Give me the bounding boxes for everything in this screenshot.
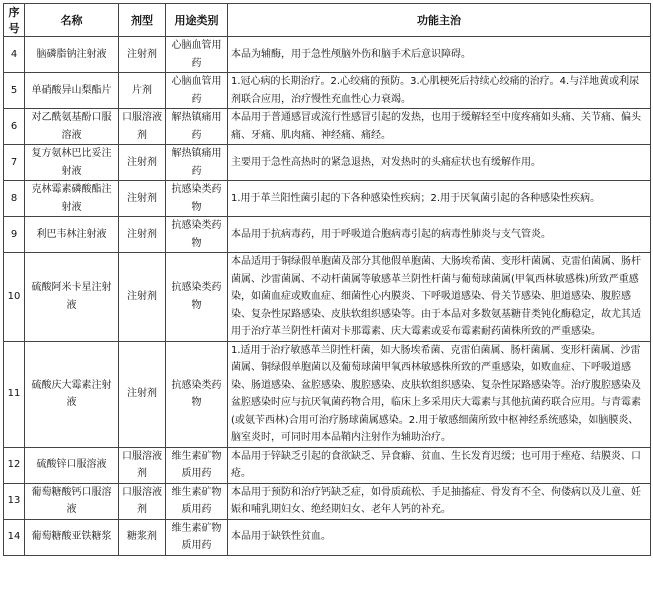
drug-name: 利巴韦林注射液 [25, 217, 119, 253]
table-row [4, 483, 651, 519]
row-no: 13 [4, 483, 25, 519]
header-type: 剂型 [119, 4, 166, 37]
usage-category: 维生素矿物质用药 [166, 447, 228, 483]
table-row [4, 181, 651, 217]
header-no: 序号 [4, 4, 25, 37]
dosage-form: 糖浆剂 [119, 519, 166, 555]
usage-category: 解热镇痛用药 [166, 109, 228, 145]
drug-name: 葡萄糖酸亚铁糖浆 [25, 519, 119, 555]
table-row [4, 519, 651, 555]
table-row [4, 37, 651, 73]
drug-name: 对乙酰氨基酚口服溶液 [25, 109, 119, 145]
table-row [4, 341, 651, 447]
row-no: 6 [4, 109, 25, 145]
header-name: 名称 [25, 4, 119, 37]
usage-category: 维生素矿物质用药 [166, 519, 228, 555]
drug-name: 葡萄糖酸钙口服溶液 [25, 483, 119, 519]
indications: 1.适用于治疗敏感革兰阴性杆菌，如大肠埃希菌、克雷伯菌属、肠杆菌属、变形杆菌属、沙雷菌属、铜绿假单胞菌以及葡萄球菌甲氧西林敏感株所致的严重感染，如败血症、下呼吸道感染、肠道感染、盆腔感染、腹腔感染、皮肤软组织感染、复杂性尿路感染等。治疗腹腔感染及盆腔感染时应与抗厌氧菌药物合用，临床上多采用庆大霉素与其他抗菌药联合应用。与青霉素(或氨苄西林)合用可治疗肠球菌属感染。2.用于敏感细菌所致中枢神经系统感染，如脑膜炎、脑室炎时，可同时用本品鞘内注射作为辅助治疗。 [228, 341, 651, 447]
drug-name: 复方氨林巴比妥注射液 [25, 145, 119, 181]
drug-table-page [3, 3, 650, 556]
dosage-form: 口服溶液剂 [119, 109, 166, 145]
indications: 1.用于革兰阳性菌引起的下各种感染性疾病；2.用于厌氧菌引起的各种感染性疾病。 [228, 181, 651, 217]
row-no: 12 [4, 447, 25, 483]
dosage-form: 注射剂 [119, 37, 166, 73]
indications: 本品用于预防和治疗钙缺乏症，如骨质疏松、手足抽搐症、骨发育不全、佝偻病以及儿童、妊娠和哺乳期妇女、绝经期妇女、老年人钙的补充。 [228, 483, 651, 519]
drug-name: 脑磷脂钠注射液 [25, 37, 119, 73]
usage-category: 抗感染类药物 [166, 341, 228, 447]
dosage-form: 口服溶液剂 [119, 483, 166, 519]
dosage-form: 口服溶液剂 [119, 447, 166, 483]
usage-category: 维生素矿物质用药 [166, 483, 228, 519]
header-category: 用途类别 [166, 4, 228, 37]
usage-category: 心脑血管用药 [166, 73, 228, 109]
drug-name: 硫酸庆大霉素注射液 [25, 341, 119, 447]
row-no: 14 [4, 519, 25, 555]
usage-category: 解热镇痛用药 [166, 145, 228, 181]
indications: 本品为辅酶，用于急性颅脑外伤和脑手术后意识障碍。 [228, 37, 651, 73]
indications: 本品用于抗病毒药，用于呼吸道合胞病毒引起的病毒性肺炎与支气管炎。 [228, 217, 651, 253]
table-row [4, 217, 651, 253]
indications: 本品用于普通感冒或流行性感冒引起的发热，也用于缓解轻至中度疼痛如头痛、关节痛、偏头痛、牙痛、肌肉痛、神经痛、痛经。 [228, 109, 651, 145]
dosage-form: 注射剂 [119, 145, 166, 181]
table-row [4, 145, 651, 181]
usage-category: 抗感染类药物 [166, 217, 228, 253]
usage-category: 抗感染类药物 [166, 253, 228, 342]
usage-category: 抗感染类药物 [166, 181, 228, 217]
row-no: 4 [4, 37, 25, 73]
dosage-form: 片剂 [119, 73, 166, 109]
indications: 主要用于急性高热时的紧急退热，对发热时的头痛症状也有缓解作用。 [228, 145, 651, 181]
drug-name: 硫酸锌口服溶液 [25, 447, 119, 483]
row-no: 5 [4, 73, 25, 109]
dosage-form: 注射剂 [119, 341, 166, 447]
indications: 本品适用于铜绿假单胞菌及部分其他假单胞菌、大肠埃希菌、变形杆菌属、克雷伯菌属、肠杆菌属、沙雷菌属、不动杆菌属等敏感革兰阴性杆菌与葡萄球菌属(甲氧西林敏感株)所致严重感染，如菌血症或败血症、细菌性心内膜炎、下呼吸道感染、骨关节感染、胆道感染、腹腔感染、复杂性尿路感染、皮肤软组织感染等。由于本品对多数氨基糖苷类钝化酶稳定，故尤其适用于治疗革兰阴性杆菌对卡那霉素、庆大霉素或妥布霉素耐药菌株所致的严重感染。 [228, 253, 651, 342]
drug-name: 硫酸阿米卡星注射液 [25, 253, 119, 342]
table-row [4, 447, 651, 483]
row-no: 9 [4, 217, 25, 253]
table-row [4, 253, 651, 342]
dosage-form: 注射剂 [119, 181, 166, 217]
indications: 1.冠心病的长期治疗。2.心绞痛的预防。3.心肌梗死后持续心绞痛的治疗。4.与洋地黄或利尿剂联合应用，治疗慢性充血性心力衰竭。 [228, 73, 651, 109]
dosage-form: 注射剂 [119, 253, 166, 342]
usage-category: 心脑血管用药 [166, 37, 228, 73]
header-function: 功能主治 [228, 4, 651, 37]
drug-table [3, 3, 651, 556]
table-row [4, 73, 651, 109]
drug-name: 单硝酸异山梨酯片 [25, 73, 119, 109]
indications: 本品用于缺铁性贫血。 [228, 519, 651, 555]
dosage-form: 注射剂 [119, 217, 166, 253]
row-no: 11 [4, 341, 25, 447]
row-no: 10 [4, 253, 25, 342]
drug-name: 克林霉素磷酸酯注射液 [25, 181, 119, 217]
row-no: 8 [4, 181, 25, 217]
indications: 本品用于锌缺乏引起的食欲缺乏、异食癖、贫血、生长发育迟缓；也可用于痤疮、结膜炎、口疮。 [228, 447, 651, 483]
row-no: 7 [4, 145, 25, 181]
header-row [4, 4, 651, 37]
table-row [4, 109, 651, 145]
